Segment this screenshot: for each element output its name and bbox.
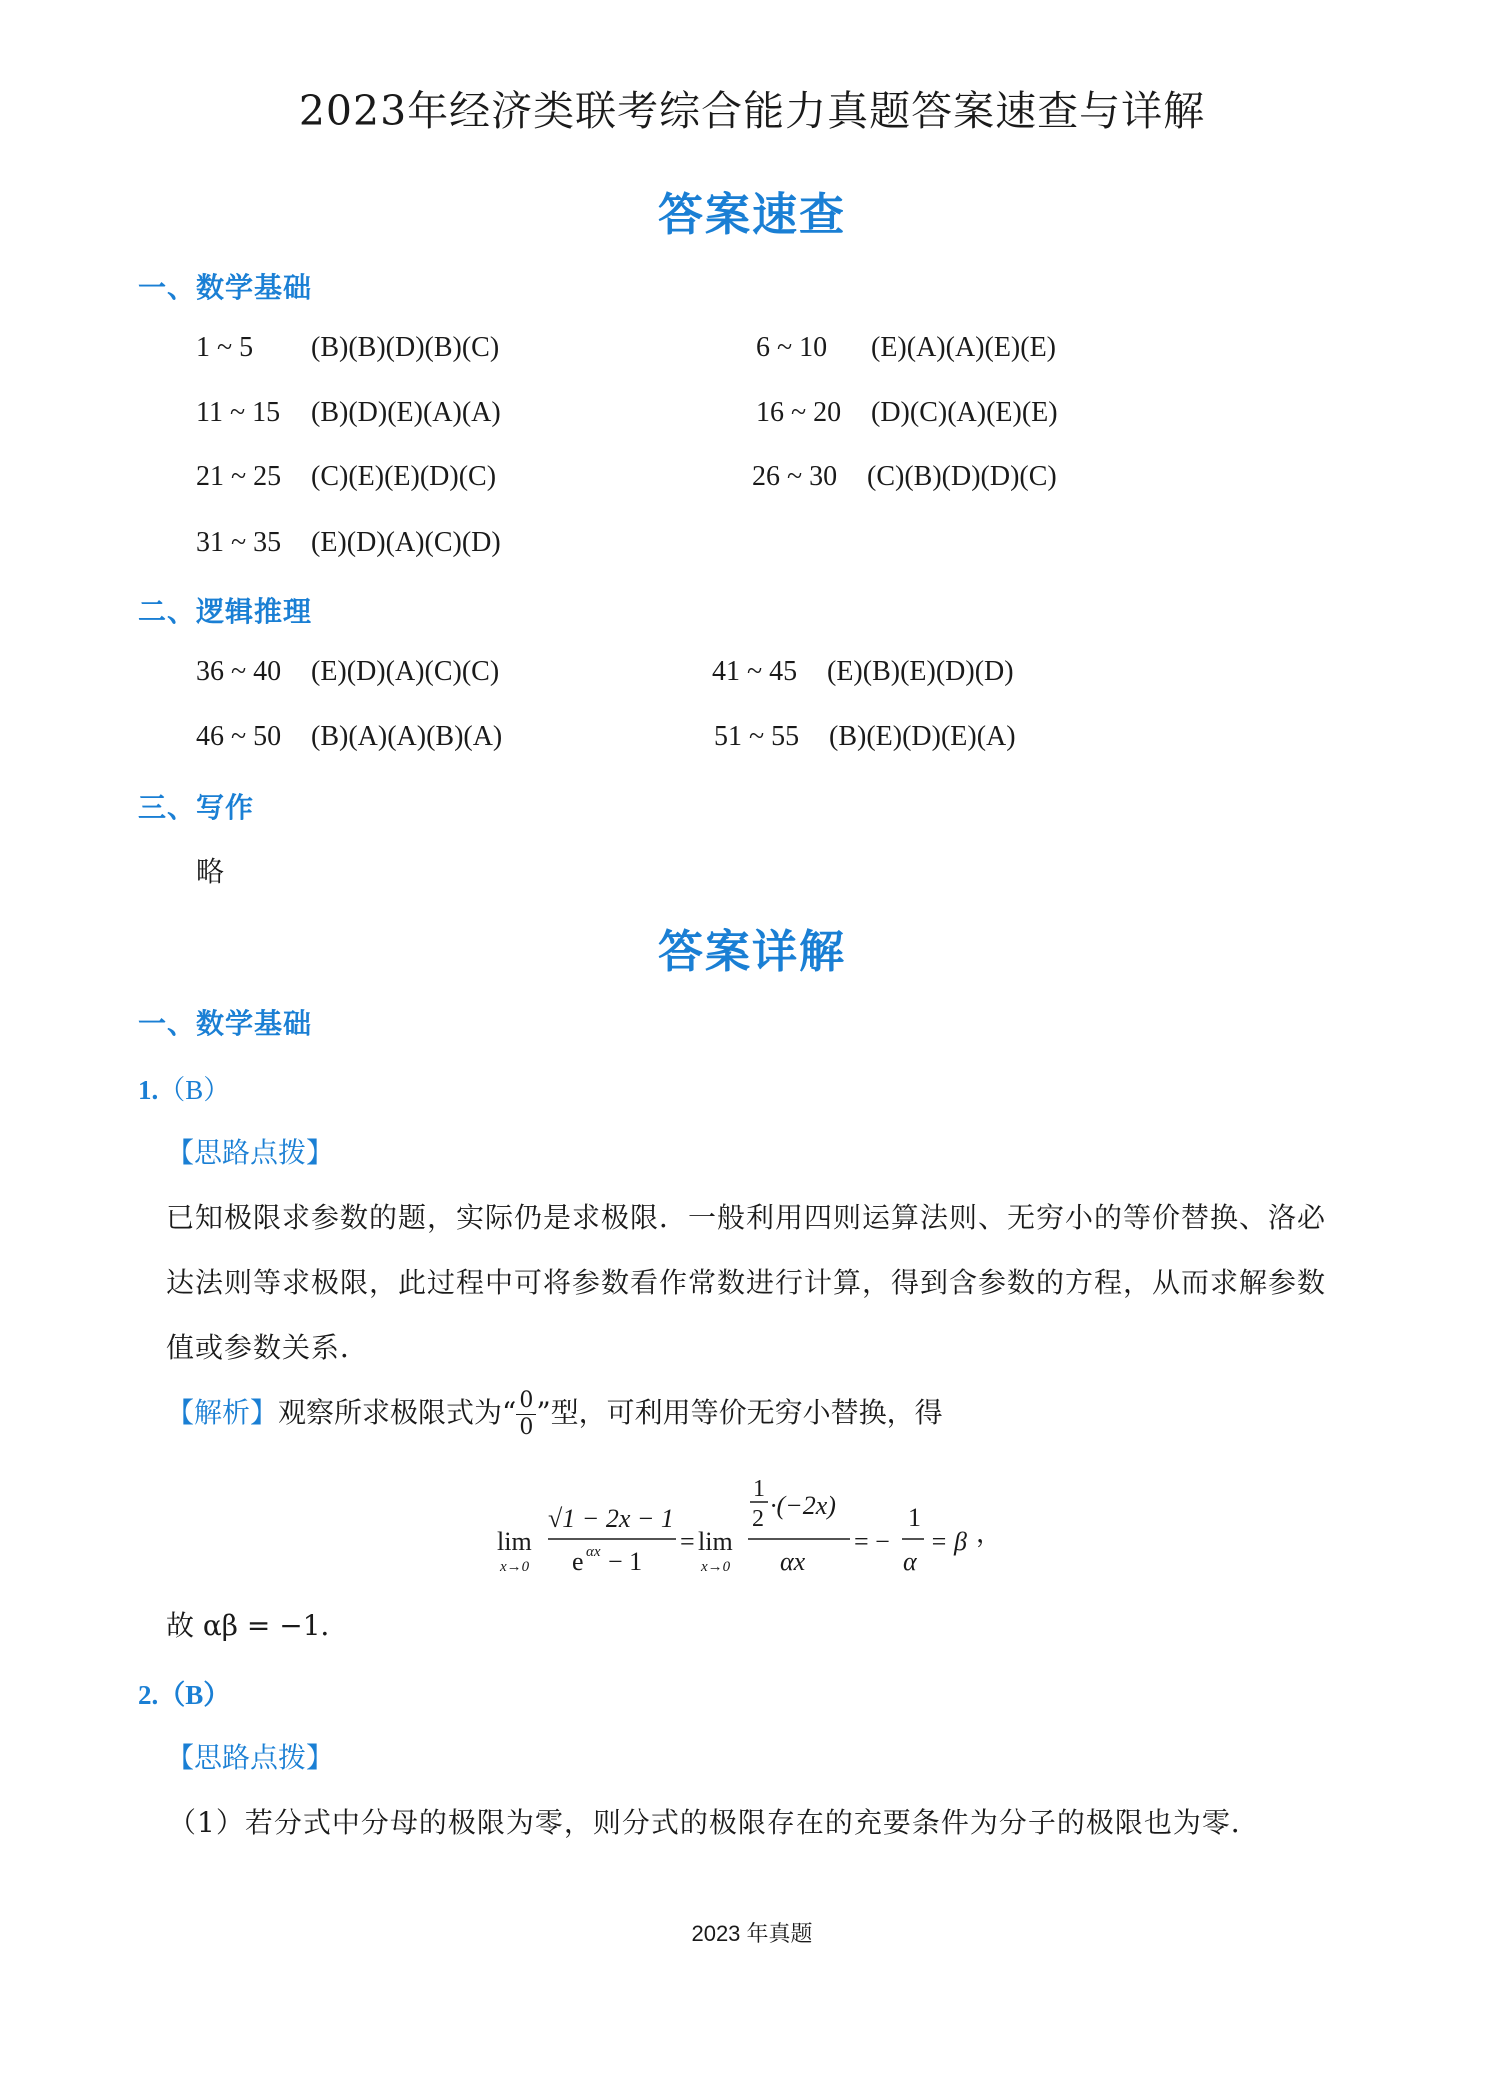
answer-range: 6 ~ 10 (756, 332, 828, 363)
analysis-tag: 【解析】 (166, 1396, 279, 1429)
answer-letters: (E)(D)(A)(C)(D) (311, 527, 501, 558)
answer-letters: (B)(D)(E)(A)(A) (311, 397, 501, 428)
equals-1: = (680, 1527, 695, 1556)
answer-range: 46 ~ 50 (196, 721, 282, 752)
answer-range: 41 ~ 45 (712, 656, 798, 687)
detail-math-heading: 一、数学基础 (138, 1007, 313, 1040)
half-denominator: 2 (752, 1506, 764, 1532)
lim-2: lim (698, 1527, 733, 1556)
fraction-2-denominator: αx (780, 1547, 806, 1576)
zero-over-zero: $\frac{0}{0}$ (516, 1388, 536, 1441)
answer-range: 51 ~ 55 (714, 721, 800, 752)
lim-2-sub: x→0 (701, 1559, 731, 1575)
answer-range: 21 ~ 25 (196, 461, 282, 492)
question-2-label (138, 1673, 230, 1712)
fraction-1-den-exp: αx (586, 1544, 601, 1560)
answer-range: 1 ~ 5 (196, 332, 254, 363)
limit-formula (480, 1470, 1040, 1590)
answer-row (752, 461, 1057, 493)
answer-row (196, 461, 496, 493)
answer-row (756, 397, 1058, 429)
answer-letters: (E)(D)(A)(C)(C) (311, 656, 500, 687)
answer-row (196, 527, 501, 559)
half-numerator: 1 (753, 1476, 765, 1502)
quick-math-heading: 一、数学基础 (138, 271, 313, 304)
document-title: 2023年经济类联考综合能力真题答案速查与详解 (298, 87, 1206, 135)
answer-range: 16 ~ 20 (756, 397, 842, 428)
lim-1-sub: x→0 (500, 1559, 530, 1575)
answer-letters: (D)(C)(A)(E)(E) (871, 397, 1058, 428)
fraction-2-numerator-tail: ·(−2x) (770, 1491, 836, 1520)
answer-row (196, 721, 502, 753)
equals-beta: = β (930, 1527, 967, 1556)
answer-letters: (C)(B)(D)(D)(C) (867, 461, 1057, 492)
q2-hint-line-1: （1）若分式中分母的极限为零，则分式的极限存在的充要条件为分子的极限也为零． (168, 1806, 1260, 1839)
fraction-3-denominator: α (903, 1547, 917, 1576)
question-number: 1. (138, 1075, 159, 1105)
q1-conclusion: 故 αβ = −1． (166, 1609, 349, 1642)
writing-answer: 略 (196, 855, 225, 888)
answer-range: 31 ~ 35 (196, 527, 282, 558)
answer-range: 36 ~ 40 (196, 656, 282, 687)
answer-row (196, 656, 499, 688)
answer-row (712, 656, 1014, 688)
fraction-1-numerator: √1 − 2x − 1 (548, 1504, 674, 1533)
analysis-line (166, 1388, 943, 1441)
answer-row (196, 332, 499, 364)
quick-writing-heading: 三、写作 (138, 791, 255, 824)
fraction-1-den-base: e (572, 1547, 584, 1576)
answer-letters: (E)(B)(E)(D)(D) (827, 656, 1014, 687)
question-answer: （B） (158, 1075, 231, 1105)
answer-range: 11 ~ 15 (196, 397, 281, 428)
answer-letters: (B)(E)(D)(E)(A) (829, 721, 1016, 752)
answer-letters: (B)(B)(D)(B)(C) (311, 332, 500, 363)
formula-comma: ， (976, 1519, 1003, 1548)
page-footer: 2023 年真题 (691, 1921, 813, 1946)
answer-letters: (B)(A)(A)(B)(A) (311, 721, 503, 752)
hint-line-2: 达法则等求极限，此过程中可将参数看作常数进行计算，得到含参数的方程，从而求解参数 (166, 1266, 1327, 1299)
answer-letters: (E)(A)(A)(E)(E) (871, 332, 1056, 363)
detailed-answers-title: 答案详解 (657, 925, 846, 978)
fraction-1-den-tail: − 1 (608, 1547, 643, 1576)
fraction-3-numerator: 1 (908, 1503, 921, 1532)
answer-range: 26 ~ 30 (752, 461, 838, 492)
question-1-label (138, 1068, 230, 1107)
lim-1: lim (497, 1527, 532, 1556)
question-answer: （B） (158, 1680, 231, 1710)
answer-row (196, 397, 501, 429)
analysis-text-post: ”型，可利用等价无穷小替换，得 (536, 1396, 943, 1429)
hint-line-1: 已知极限求参数的题，实际仍是求极限．一般利用四则运算法则、无穷小的等价替换、洛必 (166, 1201, 1327, 1234)
hint-tag: 【思路点拨】 (166, 1741, 335, 1774)
answer-row (714, 721, 1016, 753)
analysis-text-pre: 观察所求极限式为“ (278, 1396, 517, 1429)
answer-letters: (C)(E)(E)(D)(C) (311, 461, 497, 492)
answer-row (756, 332, 1056, 364)
question-number: 2. (138, 1680, 159, 1710)
quick-answers-title: 答案速查 (657, 188, 846, 241)
equals-neg: = − (854, 1527, 890, 1556)
quick-logic-heading: 二、逻辑推理 (138, 595, 313, 628)
hint-tag: 【思路点拨】 (166, 1136, 335, 1169)
hint-line-3: 值或参数关系． (166, 1331, 370, 1364)
